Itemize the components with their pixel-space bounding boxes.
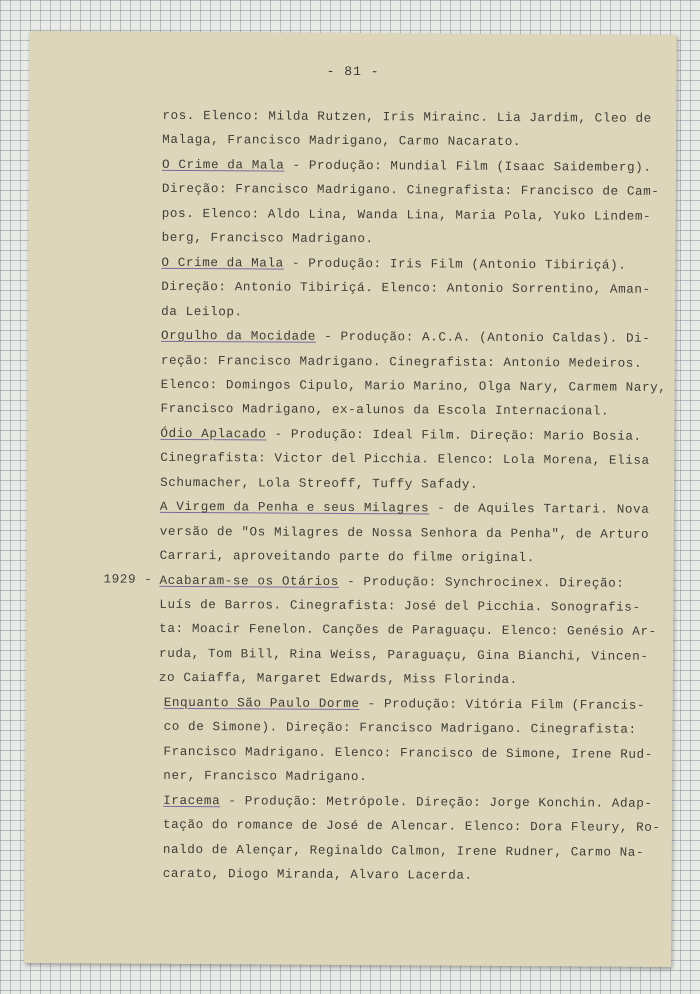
text-line bbox=[162, 206, 652, 225]
line-text: ros. Elenco: Milda Rutzen, Iris Mirainc. Lia Jardim, Cleo de bbox=[162, 108, 652, 126]
line-text: reção: Francisco Madrigano. Cinegrafista: Antonio Medeiros. bbox=[160, 353, 643, 371]
text-line bbox=[163, 841, 644, 860]
line-text: Francisco Madrigano. Elenco: Francisco de Simone, Irene Rud- bbox=[163, 744, 653, 762]
film-title: A Virgem da Penha e seus Milagres bbox=[159, 500, 430, 516]
entry-year: 1929 - bbox=[103, 572, 153, 587]
text-line bbox=[161, 328, 651, 347]
page-number: - 81 - bbox=[326, 63, 380, 80]
text-line bbox=[159, 621, 657, 640]
text-line bbox=[161, 377, 667, 396]
line-text: Malaga, Francisco Madrigano, Carmo Nacarato. bbox=[162, 133, 522, 150]
line-text: ta: Moacir Fenelon. Canções de Paraguaçu. Elenco: Genésio Ar- bbox=[159, 622, 657, 640]
line-text: - Produção: A.C.A. (Antonio Caldas). Di- bbox=[315, 329, 651, 346]
text-line bbox=[160, 450, 650, 469]
film-title: Orgulho da Mocidade bbox=[160, 328, 317, 344]
text-line bbox=[162, 108, 652, 127]
text-line bbox=[163, 744, 653, 763]
line-text: Direção: Francisco Madrigano. Cinegrafista: Francisco de Cam- bbox=[161, 182, 660, 200]
line-text: Elenco: Domingos Cipulo, Mario Marino, Olga Nary, Carmem Nary, bbox=[160, 377, 667, 395]
line-text: - Produção: Vitória Film (Francis- bbox=[359, 696, 646, 713]
text-line bbox=[160, 523, 650, 542]
text-line bbox=[160, 475, 478, 493]
line-text: Luís de Barros. Cinegrafista: José del Picchia. Sonografis- bbox=[159, 597, 641, 615]
line-text: carato, Diogo Miranda, Alvaro Lacerda. bbox=[162, 866, 473, 883]
text-line bbox=[159, 572, 624, 591]
text-line bbox=[163, 866, 473, 884]
text-line bbox=[162, 181, 660, 200]
film-title: O Crime da Mala bbox=[161, 255, 284, 271]
line-text: - Produção: Metrópole. Direção: Jorge Konchin. Adap- bbox=[220, 793, 653, 811]
text-line bbox=[162, 230, 374, 247]
text-line bbox=[163, 768, 367, 785]
text-line bbox=[161, 279, 651, 298]
text-line bbox=[164, 695, 645, 714]
text-line bbox=[161, 352, 642, 371]
text-line bbox=[163, 792, 653, 811]
line-text: versão de "Os Milagres de Nossa Senhora da Penha", de Arturo bbox=[159, 524, 650, 542]
film-title: Ódio Aplacado bbox=[160, 426, 267, 442]
text-line bbox=[160, 548, 535, 566]
film-title: Iracema bbox=[163, 793, 221, 808]
text-line bbox=[161, 255, 626, 274]
line-text: ner, Francisco Madrigano. bbox=[163, 769, 368, 785]
line-text: Francisco Madrigano, ex-alunos da Escola Internacional. bbox=[160, 402, 610, 419]
line-text: da Leilop. bbox=[161, 304, 243, 319]
line-text: tação do romance de José de Alencar. Elenco: Dora Fleury, Ro- bbox=[162, 817, 661, 835]
text-line bbox=[164, 719, 637, 738]
text-line bbox=[159, 646, 649, 665]
text-line bbox=[162, 157, 652, 176]
line-text: Schumacher, Lola Streoff, Tuffy Safady. bbox=[160, 475, 479, 492]
line-text: co de Simone). Direção: Francisco Madrigano. Cinegrafista: bbox=[163, 720, 637, 738]
line-text: ruda, Tom Bill, Rina Weiss, Paraguaçu, Gina Bianchi, Vincen- bbox=[159, 646, 649, 664]
text-line bbox=[162, 132, 521, 150]
line-text: naldo de Alençar, Reginaldo Calmon, Irene Rudner, Carmo Na- bbox=[162, 842, 645, 860]
line-text: pos. Elenco: Aldo Lina, Wanda Lina, Maria Pola, Yuko Lindem- bbox=[161, 206, 652, 224]
film-title: O Crime da Mala bbox=[161, 157, 285, 173]
line-text: Cinegrafista: Victor del Picchia. Elenco: Lola Morena, Elisa bbox=[160, 451, 650, 469]
text-line bbox=[159, 597, 640, 616]
line-text: - de Aquiles Tartari. Nova bbox=[429, 501, 650, 518]
text-line bbox=[160, 401, 609, 420]
film-title: Acabaram-se os Otários bbox=[159, 573, 340, 589]
line-text: - Produção: Ideal Film. Direção: Mario Bosia. bbox=[266, 427, 642, 444]
line-text: berg, Francisco Madrigano. bbox=[161, 231, 374, 247]
text-line bbox=[163, 817, 661, 836]
line-text: - Produção: Iris Film (Antonio Tibiriçá). bbox=[283, 256, 627, 273]
typed-page bbox=[24, 31, 677, 967]
text-line bbox=[159, 670, 518, 688]
text-line bbox=[160, 499, 650, 518]
line-text: zo Caiaffa, Margaret Edwards, Miss Florinda. bbox=[158, 671, 518, 688]
text-line bbox=[161, 303, 243, 319]
film-title: Enquanto São Paulo Dorme bbox=[163, 695, 360, 711]
line-text: Carrari, aproveitando parte do filme original. bbox=[159, 548, 535, 566]
line-text: Direção: Antonio Tibiriçá. Elenco: Antonio Sorrentino, Aman- bbox=[161, 279, 651, 297]
line-text: - Produção: Mundial Film (Isaac Saidemberg). bbox=[284, 158, 652, 175]
line-text: - Produção: Synchrocinex. Direção: bbox=[338, 574, 625, 591]
text-line bbox=[160, 426, 641, 445]
